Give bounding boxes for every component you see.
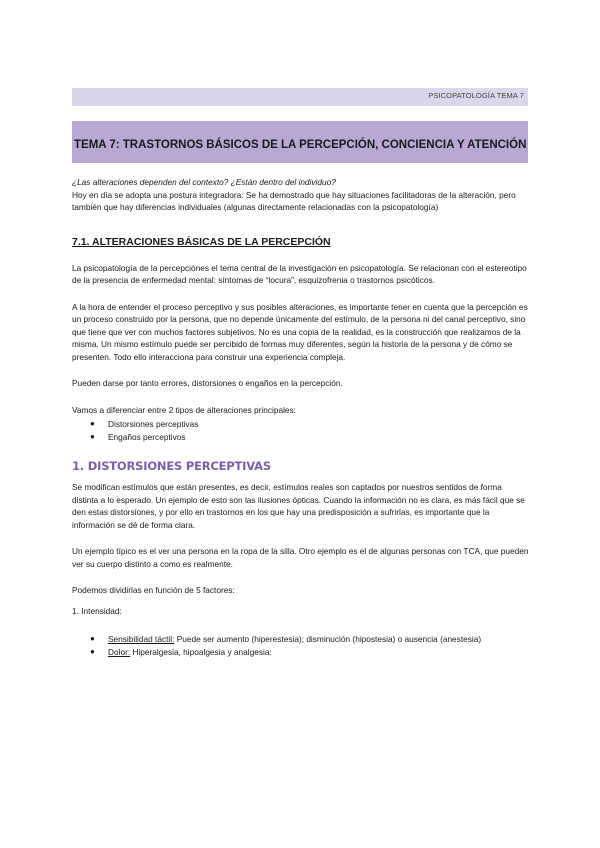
section-7-1-paragraph-2: A la hora de entender el proceso perceptivo y sus posibles alteraciones, es importante tener en cuenta que la percepción es un proceso construido por la persona, que no depende únicamente del estímulo, de la persona ni del canal perceptivo, sino que tiene que ver con muchos factores subjetivos. No es una copia de la realidad, es la construcción que realizamos de la misma. Un mismo estímulo puede ser percibido de formas muy diferentes, según la historia de la persona y de cómo se presenten. Todo ello interacciona para construir una experiencia compleja. [72,301,528,362]
alteration-types-list [72,418,530,443]
section-1-paragraph-3: Podemos dividirlas en función de 5 factores: [72,585,235,595]
bullet-icon: ● [90,419,95,428]
list-item: ● Engaños perceptivos [90,431,186,442]
bullet-icon: ● [90,431,95,441]
bullet-icon: ● [90,646,95,656]
intensity-list [72,633,530,658]
section-7-1-paragraph-1: La psicopatología de la percepciónes el tema central de la investigación en psicopatología. Se relacionan con el estereotipo de la presencia de enfermedad mental: síntomas de “locura”, esquizofrenia o trastornos psicóticos. [72,262,527,285]
section-1-heading: 1. DISTORSIONES PERCEPTIVAS [72,459,271,473]
list-item: ● Distorsiones perceptivas [90,419,199,429]
intro-question: ¿Las alteraciones dependen del contexto? ¿Están dentro del individuo? [72,177,336,187]
section-7-1-paragraph-3: Pueden darse por tanto errores, distorsiones o engaños en la percepción. [72,378,343,388]
title-bar [72,121,528,163]
page-title: TEMA 7: TRASTORNOS BÁSICOS DE LA PERCEPCIÓN, CONCIENCIA Y ATENCIÓN [74,139,527,151]
running-header-text: PSICOPATOLOGÍA TEMA 7 [428,91,524,100]
section-1-paragraph-2: Un ejemplo típico es el ver una persona en la ropa de la silla. Otro ejemplo es el de algunas personas con TCA, que pueden ver su cuerpo distinto a como es realmente. [72,546,529,569]
section-7-1-paragraph-4: Vamos a diferenciar entre 2 tipos de alteraciones principales: [72,404,296,415]
document-body [72,176,530,658]
list-item: ● Sensibilidad táctil: Puede ser aumento (hiperestesia); disminución (hipostesia) o ausencia (anestesia) [90,634,482,644]
running-header-bar [72,88,528,106]
section-7-1-heading: 7.1. ALTERACIONES BÁSICAS DE LA PERCEPCIÓN [72,235,331,248]
list-item: ● Dolor: Hiperalgesia, hipoalgesia y analgesia: [90,646,272,657]
intensity-subheading: 1. Intensidad: [72,605,122,616]
intro-paragraph: Hoy en día se adopta una postura integradora: Se ha demostrado que hay situaciones facilitadoras de la alteración, pero también que hay diferencias individuales (algunas directamente relacionadas con la psicopatología) [72,189,516,212]
section-1-paragraph-1: Se modifican estímulos que están presentes, es decir, estímulos reales son captados por nuestros sentidos de forma distinta a lo esperado. Un ejemplo de esto son las ilusiones ópticas. Cuando la información no es clara, es más fácil que se den estas distorsiones, y por ello en trastornos en los que hay una predisposición a sufrirlas, es importante que la información se dé de forma clara. [72,482,525,530]
bullet-icon: ● [90,634,95,643]
